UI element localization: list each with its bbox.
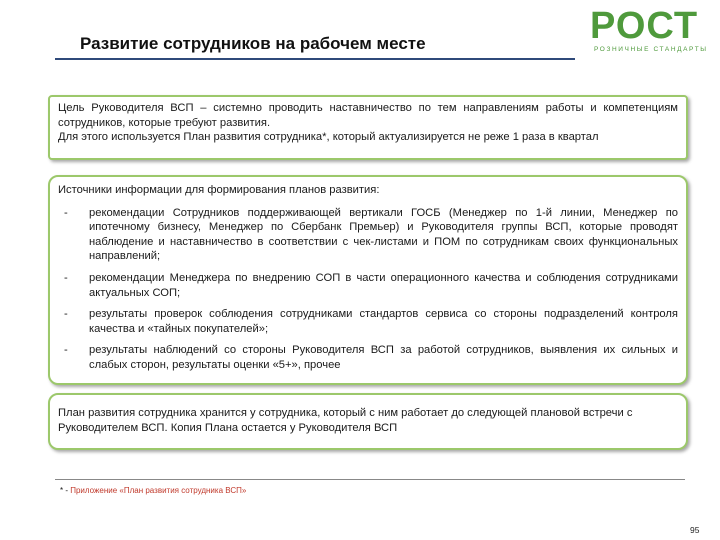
rost-logo xyxy=(590,6,715,56)
list-item-text: рекомендации Менеджера по внедрению СОП в части операционного качества и соблюдения сотрудниками актуальных СОП; xyxy=(89,271,678,299)
list-item-text: рекомендации Сотрудников поддерживающей вертикали ГОСБ (Менеджер по 1-й линии, Менеджер по ипотечному бизнесу, Менеджер по Сбербанк Премьер) и Руководителя группы ВСП, которые проводят наблюдение и наставничество в соответствии с чек-листами и ПОМ по сотрудникам своих функциональных направлений; xyxy=(89,206,678,263)
list-item-text: результаты наблюдений со стороны Руководителя ВСП за работой сотрудников, выявления их сильных и слабых сторон, результаты оценки «5+», прочее xyxy=(89,344,678,371)
list-marker: - xyxy=(64,206,68,219)
list-item xyxy=(58,307,678,336)
logo-subtitle: РОЗНИЧНЫЕ СТАНДАРТЫ xyxy=(594,46,708,53)
footnote xyxy=(60,486,246,495)
page-title: Развитие сотрудников на рабочем месте xyxy=(80,34,426,53)
sources-box xyxy=(48,175,688,385)
plan-usage-text: Для этого используется План развития сотрудника*, который актуализируется не реже 1 раза в квартал xyxy=(58,131,599,144)
list-marker: - xyxy=(64,344,68,357)
title-divider xyxy=(55,58,575,60)
goal-box xyxy=(48,95,688,160)
list-item-text: результаты проверок соблюдения сотрудниками стандартов сервиса со стороны подразделений контроля качества и «тайных покупателей»; xyxy=(89,308,678,335)
list-item xyxy=(58,271,678,300)
storage-box xyxy=(48,393,688,450)
page-number: 95 xyxy=(690,525,700,535)
footnote-text: Приложение «План развития сотрудника ВСП» xyxy=(70,486,247,495)
footnote-divider xyxy=(55,479,685,480)
goal-text: Цель Руководителя ВСП – системно проводить наставничество по тем направлениям работы и компетенциям сотрудников, которые требуют развития. xyxy=(58,102,678,129)
list-marker: - xyxy=(64,271,68,284)
list-item xyxy=(58,343,678,372)
logo-word: РОСТ xyxy=(590,5,699,47)
footnote-marker: * - xyxy=(60,486,68,495)
list-marker: - xyxy=(64,308,68,321)
list-item xyxy=(58,206,678,264)
storage-text: План развития сотрудника хранится у сотрудника, который с ним работает до следующей плановой встречи с Руководителем ВСП. Копия Плана остается у Руководителя ВСП xyxy=(58,407,633,434)
sources-heading: Источники информации для формирования планов развития: xyxy=(58,184,380,196)
